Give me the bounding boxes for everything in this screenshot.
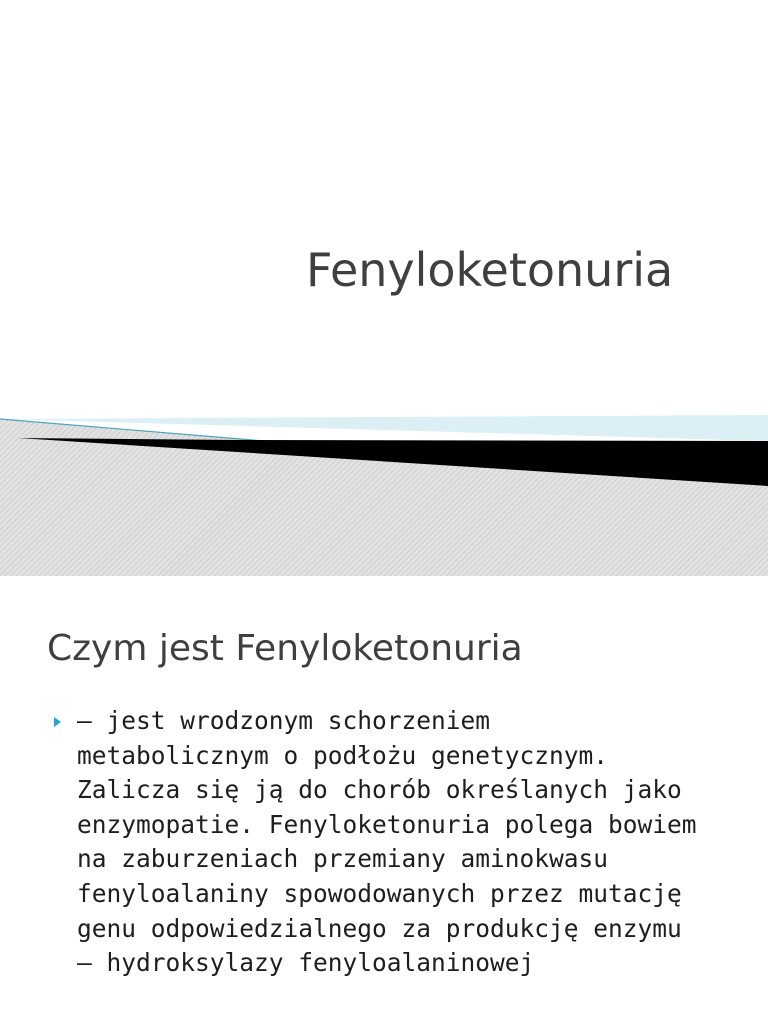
bullet-list (54, 704, 744, 981)
bullet-line: enzymopatie. Fenyloketonuria polega bowiem (77, 809, 697, 839)
bullet-text (77, 704, 744, 981)
bullet-line: – jest wrodzonym schorzeniem (77, 706, 491, 735)
list-item (54, 704, 744, 981)
bullet-line: Zalicza się ją do chorób określanych jako (77, 775, 682, 805)
bullet-line: na zaburzeniach przemiany aminokwasu (77, 844, 609, 874)
bullet-line: genu odpowiedzialnego za produkcję enzymu (77, 913, 682, 943)
slide-2 (0, 576, 768, 1024)
bullet-line: – hydroksylazy fenyloalaninowej (77, 948, 535, 978)
bullet-line: metabolicznym o podłożu genetycznym. (77, 740, 609, 770)
title-banner-decoration (0, 405, 768, 576)
slide-2-title: Czym jest Fenyloketonuria (47, 628, 523, 669)
triangle-bullet-icon (54, 717, 61, 727)
bullet-line: fenyloalaniny spowodowanych przez mutację (77, 878, 682, 908)
slide-1-title: Fenyloketonuria (306, 243, 674, 297)
